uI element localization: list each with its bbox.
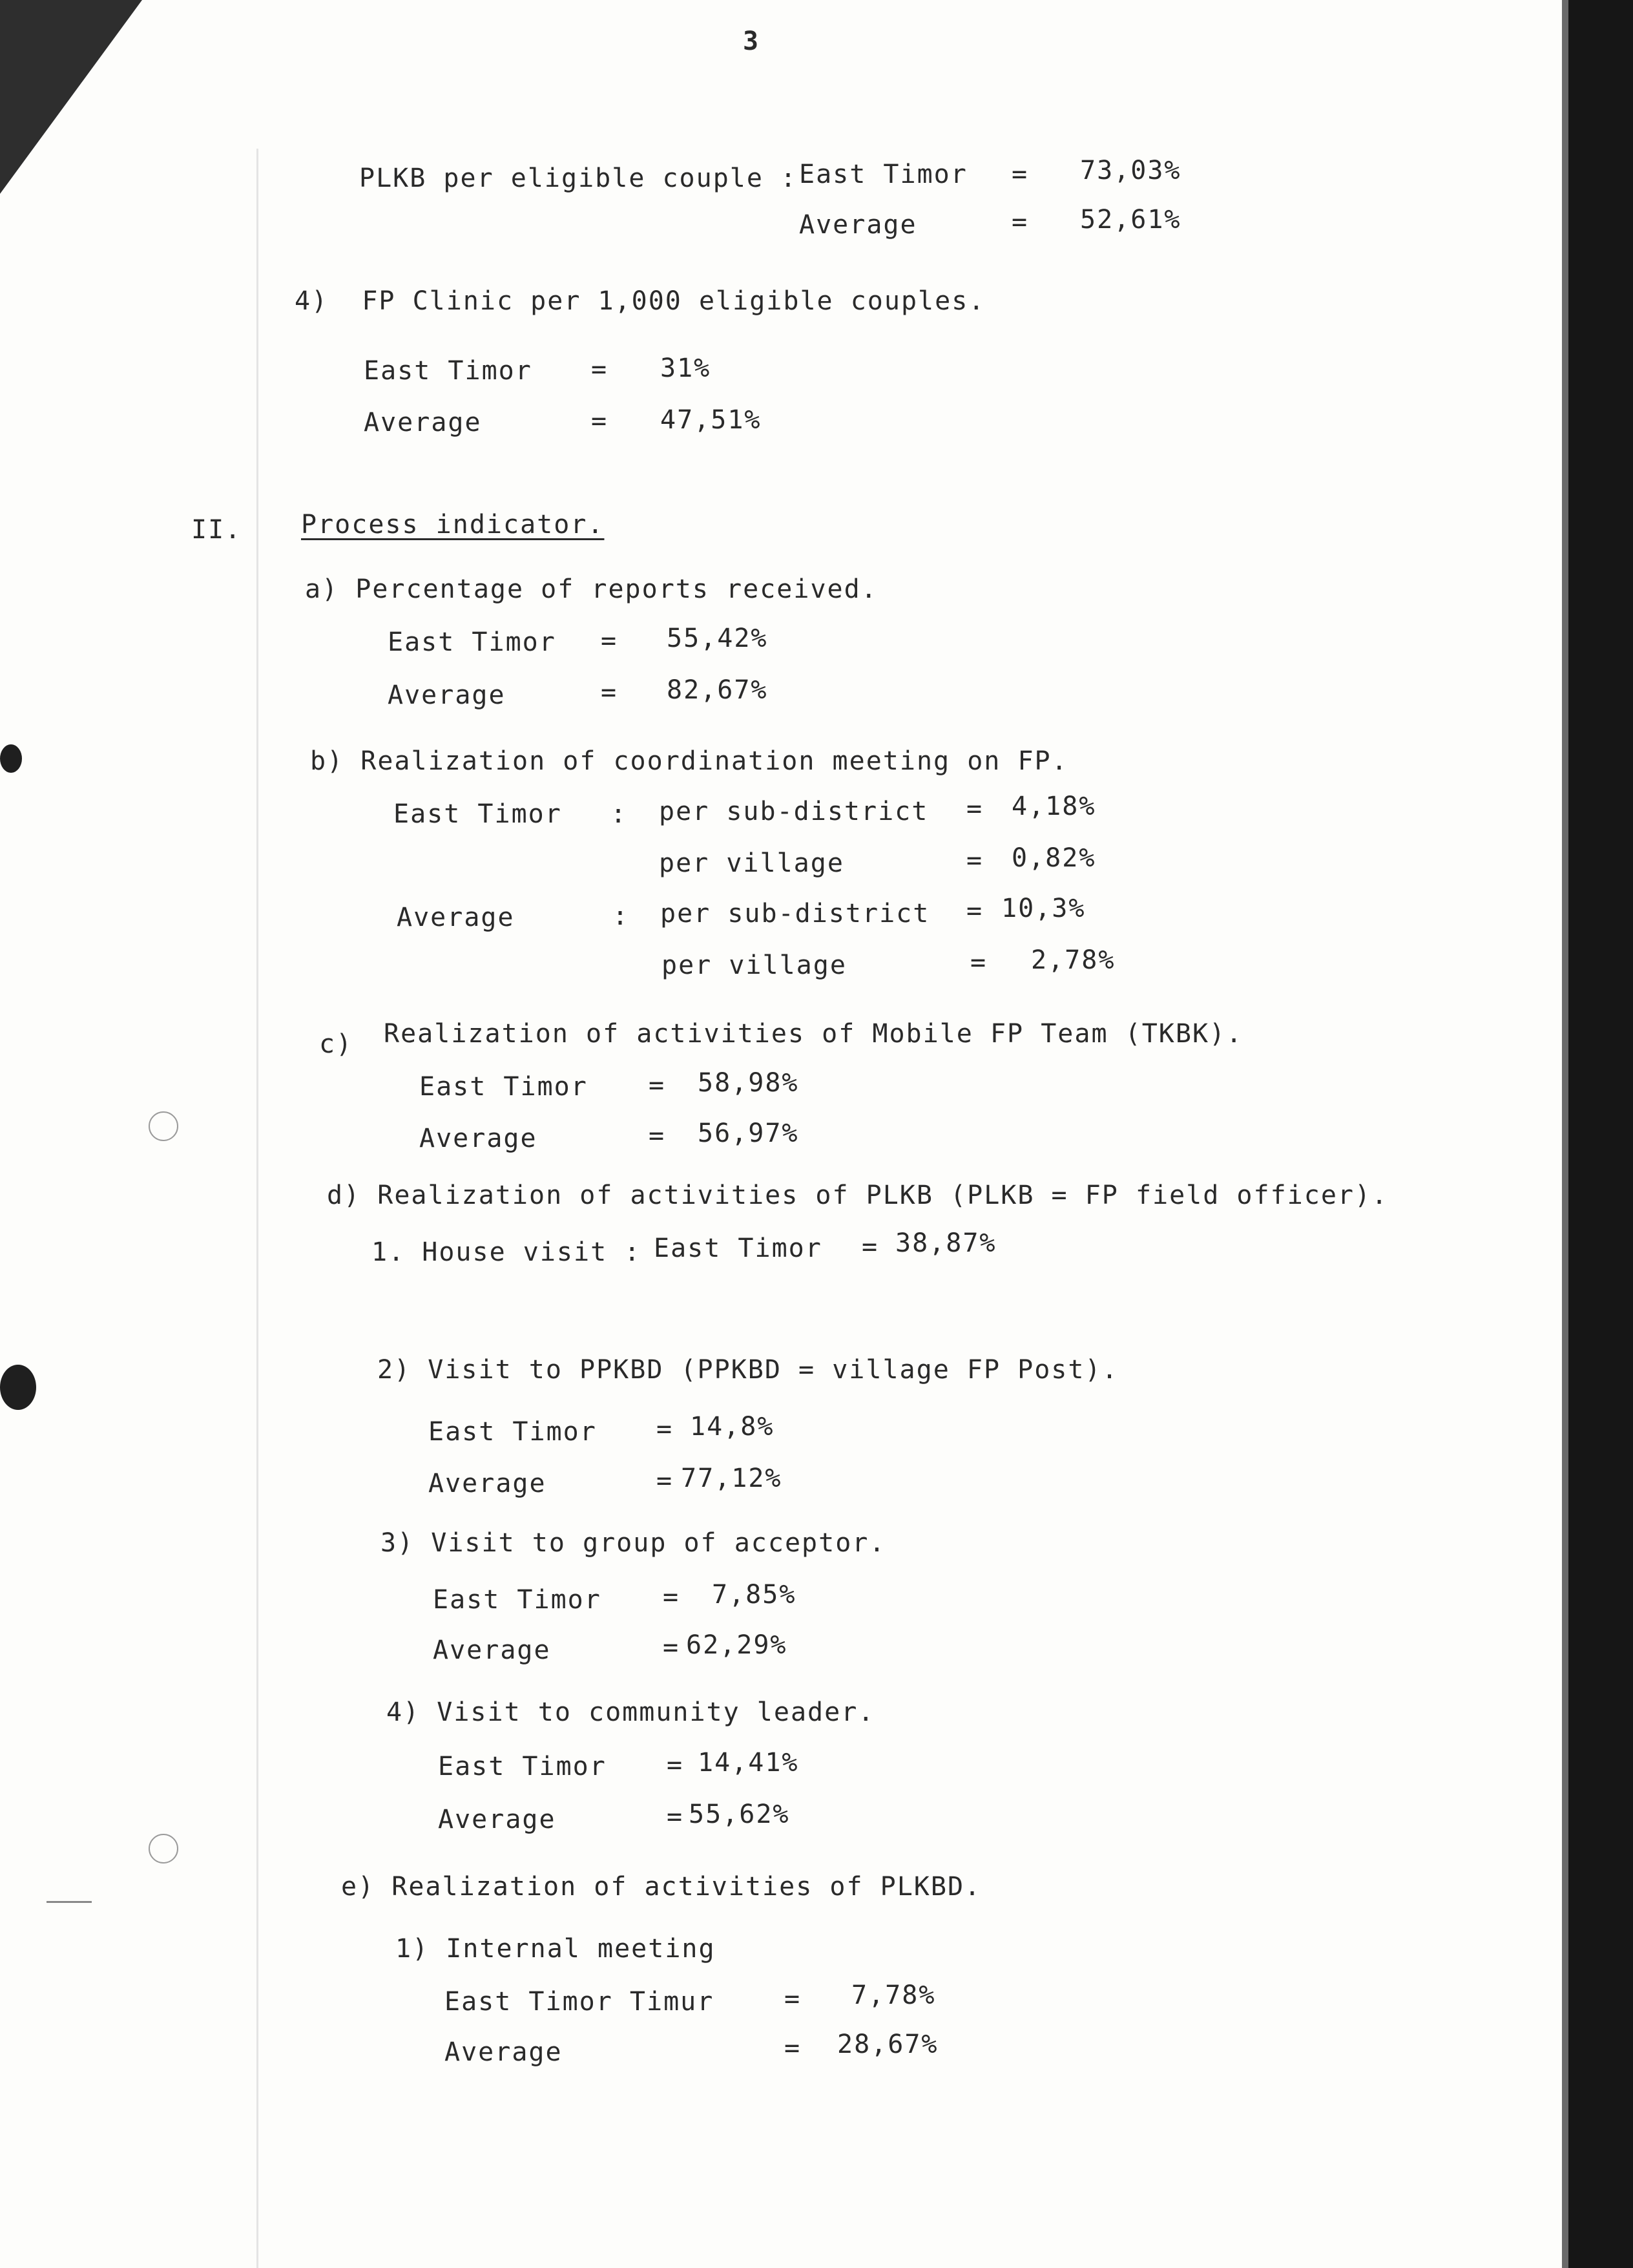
item-b-east-timor-row2-value: 0,82% xyxy=(1012,843,1096,873)
item-b-average-row2-sep: = xyxy=(970,948,988,978)
item-c-average-value: 56,97% xyxy=(698,1118,799,1148)
item-a-east-timor-value: 55,42% xyxy=(667,624,768,653)
item-d4-average-sep: = xyxy=(667,1802,684,1832)
item-d4-east-timor-sep: = xyxy=(667,1750,684,1780)
scan-right-edge xyxy=(1568,0,1633,2268)
margin-rule xyxy=(256,149,258,2268)
item-e-east-timor-label: East Timor Timur xyxy=(444,1987,714,2017)
plkb-east-timor-value: 73,03% xyxy=(1080,156,1181,185)
item-b-average-colon: : xyxy=(612,901,630,931)
page-number: 3 xyxy=(743,26,760,56)
item-a-east-timor-sep: = xyxy=(601,626,618,656)
item-b-average-row1-label: per sub-district xyxy=(660,899,930,929)
item-a-heading: a) Percentage of reports received. xyxy=(305,574,878,604)
margin-dash-mark xyxy=(47,1901,92,1903)
plkb-average-label: Average xyxy=(799,210,917,240)
item-d2-east-timor-value: 14,8% xyxy=(690,1412,775,1442)
item-b-average-row2-label: per village xyxy=(661,950,847,980)
item-c-east-timor-sep: = xyxy=(649,1071,666,1100)
item-b-east-timor-label: East Timor xyxy=(393,799,562,829)
item-d-house-visit-name: East Timor xyxy=(654,1234,822,1263)
item-d3-average-label: Average xyxy=(433,1635,551,1665)
item-b-east-timor-row1-value: 4,18% xyxy=(1012,792,1096,821)
item4-heading: 4) FP Clinic per 1,000 eligible couples. xyxy=(295,286,986,316)
item-d4-average-label: Average xyxy=(438,1805,556,1834)
item-b-east-timor-row2-label: per village xyxy=(659,848,844,878)
item-d-house-visit-label: 1. House visit : xyxy=(371,1237,641,1267)
item-d4-east-timor-value: 14,41% xyxy=(698,1748,799,1778)
plkb-average-value: 52,61% xyxy=(1080,205,1181,235)
item-a-average-value: 82,67% xyxy=(667,675,768,705)
item4-east-timor-value: 31% xyxy=(660,353,711,383)
item4-average-sep: = xyxy=(591,406,608,436)
item-d2-heading: 2) Visit to PPKBD (PPKBD = village FP Post). xyxy=(377,1355,1119,1385)
plkb-east-timor-label: East Timor xyxy=(799,160,968,189)
scan-corner-shadow xyxy=(0,0,142,194)
item-b-average-row1-value: 10,3% xyxy=(1001,894,1086,923)
item-d4-east-timor-label: East Timor xyxy=(438,1752,607,1781)
item-d2-average-label: Average xyxy=(428,1469,546,1498)
item-d3-heading: 3) Visit to group of acceptor. xyxy=(380,1528,886,1558)
item-a-east-timor-label: East Timor xyxy=(388,627,556,657)
item4-average-value: 47,51% xyxy=(660,405,762,435)
item-e-average-label: Average xyxy=(444,2037,563,2067)
item-a-average-label: Average xyxy=(388,680,506,710)
section-title: Process indicator. xyxy=(301,510,605,540)
item-d3-east-timor-label: East Timor xyxy=(433,1585,601,1615)
item-b-east-timor-row1-label: per sub-district xyxy=(659,797,929,826)
item-d2-east-timor-label: East Timor xyxy=(428,1417,597,1447)
item-b-east-timor-row2-sep: = xyxy=(966,846,984,876)
item-c-east-timor-value: 58,98% xyxy=(698,1068,799,1098)
section-numeral: II. xyxy=(191,515,242,545)
plkb-average-sep: = xyxy=(1012,207,1029,237)
item-d-house-visit-sep: = xyxy=(862,1232,879,1262)
item-c-average-sep: = xyxy=(649,1121,666,1151)
item-b-average-row1-sep: = xyxy=(966,896,984,926)
item-d-heading: d) Realization of activities of PLKB (PLKB = FP field officer). xyxy=(327,1181,1389,1210)
item-b-average-row2-value: 2,78% xyxy=(1031,945,1116,975)
item-e-heading: e) Realization of activities of PLKBD. xyxy=(341,1872,982,1902)
item-b-heading: b) Realization of coordination meeting on FP. xyxy=(310,746,1068,776)
item-e-sub-heading: 1) Internal meeting xyxy=(395,1934,716,1964)
plkb-label: PLKB per eligible couple : xyxy=(359,163,798,193)
ink-blot xyxy=(0,744,22,773)
item-c-average-label: Average xyxy=(419,1124,537,1153)
plkb-east-timor-sep: = xyxy=(1012,160,1029,189)
item-d3-east-timor-value: 7,85% xyxy=(712,1580,796,1610)
item-d3-east-timor-sep: = xyxy=(663,1582,680,1612)
item4-east-timor-sep: = xyxy=(591,355,608,384)
item-b-east-timor-row1-sep: = xyxy=(966,794,984,824)
punch-hole-mark xyxy=(149,1834,178,1864)
item-d2-east-timor-sep: = xyxy=(656,1414,674,1444)
ink-blot xyxy=(0,1365,36,1410)
item-d3-average-sep: = xyxy=(663,1633,680,1663)
item-e-east-timor-sep: = xyxy=(784,1984,802,2014)
item-e-east-timor-value: 7,78% xyxy=(851,1980,936,2010)
item-b-average-label: Average xyxy=(397,903,515,932)
item-d3-average-value: 62,29% xyxy=(686,1630,787,1660)
item-c-heading: Realization of activities of Mobile FP Team (TKBK). xyxy=(384,1019,1243,1049)
item-e-average-value: 28,67% xyxy=(837,2030,939,2059)
scan-right-edge-shade xyxy=(1562,0,1568,2268)
item-d2-average-value: 77,12% xyxy=(681,1464,782,1493)
item-e-average-sep: = xyxy=(784,2033,802,2063)
punch-hole-mark xyxy=(149,1111,178,1141)
item-d4-average-value: 55,62% xyxy=(689,1800,790,1829)
item-c-east-timor-label: East Timor xyxy=(419,1072,588,1102)
item-b-east-timor-colon: : xyxy=(610,799,628,829)
item4-average-label: Average xyxy=(364,408,482,437)
item-d-house-visit-value: 38,87% xyxy=(895,1228,997,1258)
item-d4-heading: 4) Visit to community leader. xyxy=(386,1697,875,1727)
item-a-average-sep: = xyxy=(601,678,618,708)
item-d2-average-sep: = xyxy=(656,1466,674,1496)
item-c-letter: c) xyxy=(319,1029,353,1059)
item4-east-timor-label: East Timor xyxy=(364,356,532,386)
